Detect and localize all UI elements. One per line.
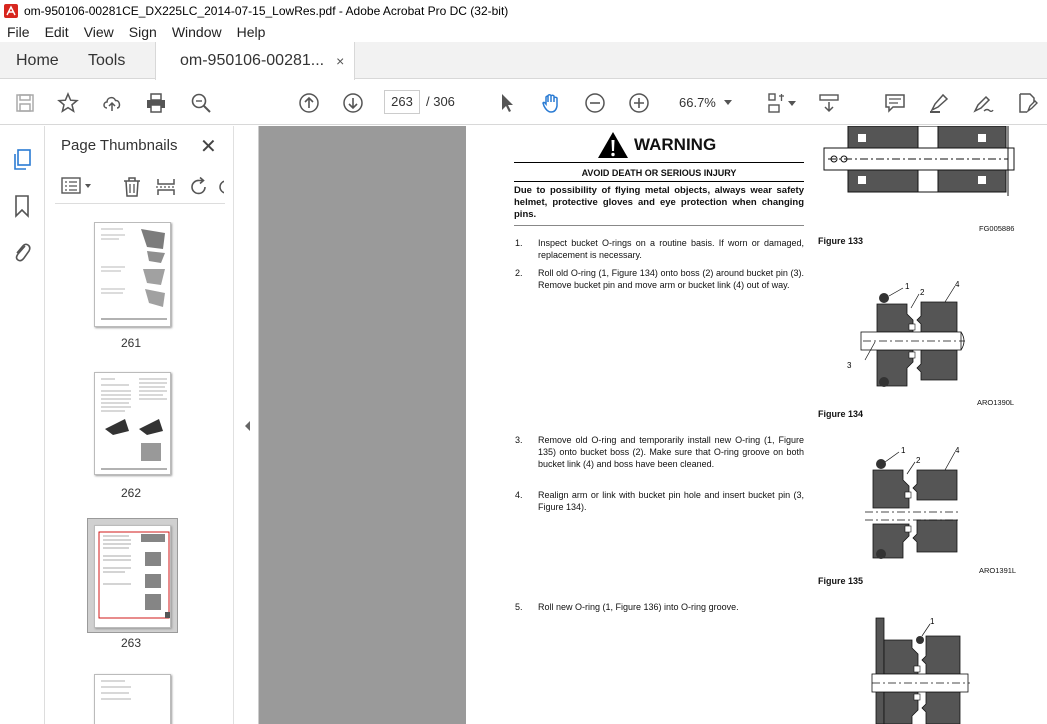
tab-home[interactable]: Home [16,51,59,69]
edit-document-icon [1016,92,1038,114]
figure-136-drawing [868,614,988,724]
menu-help[interactable]: Help [236,24,266,40]
hand-tool-button[interactable] [538,90,564,116]
page-preview [95,373,171,475]
collapse-arrow-icon [243,420,253,432]
edit-pdf-button[interactable] [1014,90,1040,116]
warning-triangle-icon [597,131,629,159]
thumbnails-panel [45,126,233,724]
insert-pages-icon [155,176,177,198]
caret-down-icon [723,97,733,107]
arrow-up-circle-icon [298,92,320,114]
warning-title: WARNING [634,135,717,154]
navigation-rail [0,126,45,724]
caret-down-icon [786,92,798,114]
callout-2: 2 [920,288,925,297]
figure-135-drawing [861,442,981,562]
warning-body: Due to possibility of flying metal objects, always wear safety helmet, protective gloves and eye protection when changing pins. [514,185,804,220]
figure-caption: Figure 135 [818,576,864,586]
star-icon [57,92,79,114]
menu-bar [0,22,1047,42]
panel-collapse-strip[interactable] [233,126,259,724]
options-menu-button[interactable] [61,177,95,200]
callout-4: 4 [955,446,960,455]
comment-button[interactable] [882,90,908,116]
cursor-arrow-icon [496,92,518,114]
page-preview [95,223,171,327]
fill-sign-button[interactable] [970,90,996,116]
step-number: 2. [515,268,523,278]
panel-title: Page Thumbnails [61,137,178,154]
insert-pages-button[interactable] [155,176,177,203]
tab-document[interactable] [155,42,355,80]
more-tools-button[interactable] [218,178,224,196]
figure-caption: Figure 133 [818,236,864,246]
partial-tool-icon [218,178,224,196]
title-bar [0,0,1047,22]
step-number: 4. [515,490,523,500]
plus-circle-icon [628,92,650,114]
zoom-select[interactable] [668,90,740,114]
step-text: Realign arm or link with bucket pin hole and insert bucket pin (3, Figure 134). [538,490,804,512]
menu-file[interactable]: File [7,24,30,40]
warning-subtitle: AVOID DEATH OR SERIOUS INJURY [581,168,737,178]
thumbnail-list [45,222,217,724]
step-number: 3. [515,435,523,445]
close-tab-icon[interactable]: × [336,53,345,69]
warning-rule [514,162,804,163]
page-preview [95,526,171,628]
callout-1: 1 [905,282,910,291]
step-item [514,237,804,261]
step-text: Remove old O-ring and temporarily install new O-ring (1, Figure 135) onto bucket boss (2). Make sure that O-ring groove on both bucket link (4) and boss have been cleaned. [538,435,804,469]
figure-caption: Figure 134 [818,409,864,419]
printer-icon [145,92,167,114]
menu-view[interactable]: View [83,24,114,40]
callout-4: 4 [955,280,960,289]
save-button[interactable] [12,90,38,116]
rotate-pages-button[interactable] [188,176,210,203]
page-display-dropdown[interactable] [786,90,798,116]
step-text: Inspect bucket O-rings on a routine basis. If worn or damaged, replacement is necessary. [538,238,804,260]
callout-1: 1 [901,446,906,455]
select-tool-button[interactable] [494,90,520,116]
thumbnail-page-264[interactable] [94,674,171,724]
bookmarks-button[interactable] [13,194,31,223]
thumbnail-label-262: 262 [120,486,142,500]
arrow-down-circle-icon [342,92,364,114]
scrolling-mode-button[interactable] [816,90,842,116]
warning-rule [514,181,804,182]
figure-code: FG005886 [979,224,1015,233]
tab-tools[interactable]: Tools [88,51,126,69]
window-title: om-950106-00281CE_DX225LC_2014-07-15_LowRes.pdf - Adobe Acrobat Pro DC (32-bit) [24,4,509,18]
next-page-button[interactable] [340,90,366,116]
step-item [514,489,804,513]
figure-code: ARO1391L [979,566,1017,575]
highlighter-pen-icon [928,92,950,114]
magnifier-icon [190,92,212,114]
step-item [514,267,804,291]
menu-sign[interactable]: Sign [128,24,157,40]
figure-133-drawing [818,126,1018,208]
previous-page-button[interactable] [296,90,322,116]
thumbnail-page-263[interactable] [94,525,171,628]
tab-document-label: om-950106-00281... [180,52,325,69]
minus-circle-icon [584,92,606,114]
zoom-in-button[interactable] [626,90,652,116]
zoom-value: 66.7% [679,94,716,110]
close-panel-icon[interactable]: ✕ [200,136,217,158]
step-number: 1. [515,238,523,248]
cloud-upload-icon [101,92,123,114]
thumbnail-page-261[interactable] [94,222,171,327]
hand-icon [540,92,562,114]
callout-3: 3 [847,361,852,370]
figure-code: ARO1390L [977,398,1015,407]
tab-bar [0,42,1047,79]
figure-134-drawing [841,276,991,396]
page-number-input[interactable]: 263 [384,90,420,114]
document-background [259,126,466,724]
thumbnail-label-263: 263 [120,636,142,650]
acrobat-icon [4,4,18,18]
comment-icon [884,92,906,114]
page-preview [95,675,171,724]
pdf-page [466,126,1047,724]
zoom-out-button[interactable] [582,90,608,116]
panel-toolbar [55,170,225,204]
options-list-icon [61,177,95,195]
print-button[interactable] [143,90,169,116]
step-item [514,601,804,613]
scroll-mode-icon [818,92,840,114]
upload-button[interactable] [99,90,125,116]
page-layout-icon [766,92,788,114]
paperclip-icon [12,240,32,264]
bookmark-star-button[interactable] [55,90,81,116]
callout-2: 2 [916,456,921,465]
page-thumbnails-button[interactable] [11,148,33,177]
thumbnail-page-262[interactable] [94,372,171,475]
thumbnail-label-261: 261 [120,336,142,350]
step-text: Roll new O-ring (1, Figure 136) into O-ring groove. [538,602,739,612]
zoom-search-button[interactable] [188,90,214,116]
toolbar [0,80,1047,125]
bookmark-icon [13,194,31,218]
menu-edit[interactable]: Edit [44,24,69,40]
trash-icon [121,176,143,198]
warning-rule [514,225,804,226]
step-text: Roll old O-ring (1, Figure 134) onto boss (2) around bucket pin (3). Remove bucket pin and move arm or bucket link (4) out of way. [538,268,804,290]
sign-pen-icon [972,92,994,114]
callout-1: 1 [930,617,935,626]
page-total: / 306 [426,94,455,109]
step-item [514,434,804,470]
save-icon [14,92,36,114]
step-number: 5. [515,602,523,612]
menu-window[interactable]: Window [171,24,222,40]
highlight-button[interactable] [926,90,952,116]
delete-pages-button[interactable] [121,176,143,203]
attachments-button[interactable] [12,240,32,269]
thumbnails-icon [11,148,33,172]
rotate-icon [188,176,210,198]
